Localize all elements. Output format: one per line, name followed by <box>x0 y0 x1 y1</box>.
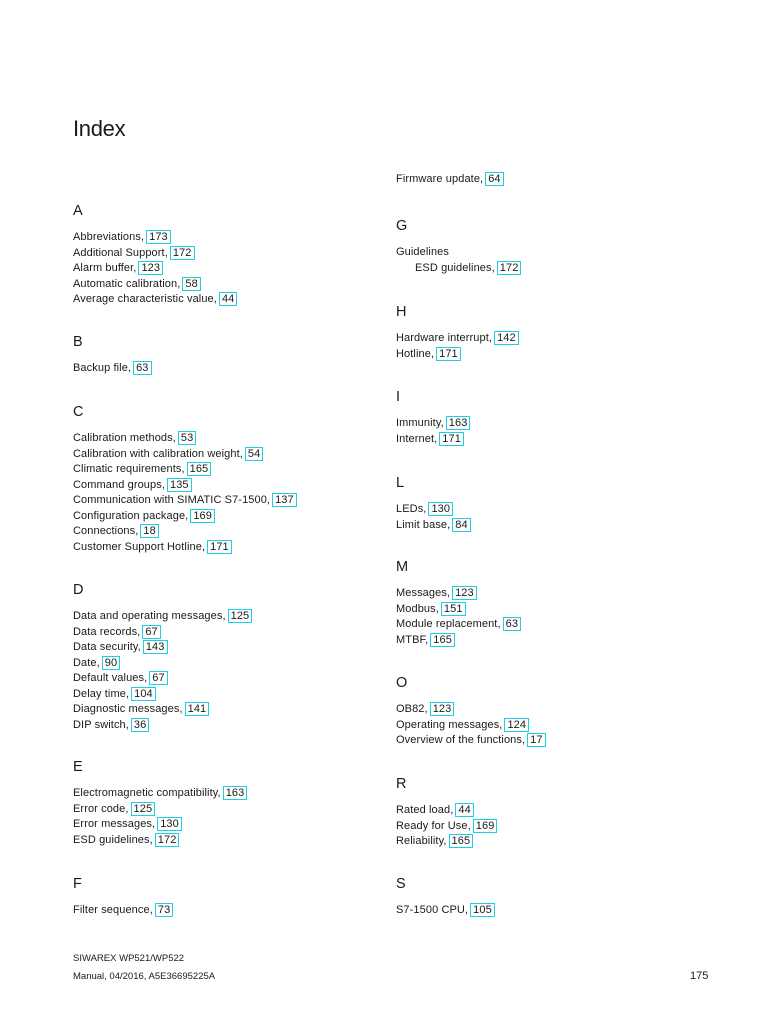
index-entry <box>73 462 373 478</box>
page-link[interactable]: 165 <box>449 834 474 848</box>
index-section <box>396 217 726 276</box>
page-link[interactable]: 171 <box>436 347 461 361</box>
entry-text: Limit base, <box>396 518 451 531</box>
entry-list <box>73 903 373 919</box>
index-entry <box>396 834 726 850</box>
index-entry <box>396 602 726 618</box>
index-entry <box>396 245 726 261</box>
page-link[interactable]: 104 <box>131 687 156 701</box>
index-section <box>73 333 373 377</box>
entry-text: Customer Support Hotline, <box>73 540 206 553</box>
index-entry <box>73 687 373 703</box>
index-entry <box>73 431 373 447</box>
entry-text: ESD guidelines, <box>415 261 495 274</box>
page-link[interactable]: 67 <box>142 625 160 639</box>
index-entry <box>396 617 726 633</box>
index-entry <box>396 502 726 518</box>
page-link[interactable]: 165 <box>430 633 455 647</box>
page-link[interactable]: 90 <box>102 656 120 670</box>
page-link[interactable]: 123 <box>452 586 477 600</box>
index-entry <box>73 524 373 540</box>
page-link[interactable]: 63 <box>133 361 151 375</box>
page-link[interactable]: 142 <box>494 331 519 345</box>
index-entry <box>396 903 726 919</box>
page-link[interactable]: 105 <box>470 903 495 917</box>
page-link[interactable]: 172 <box>155 833 180 847</box>
page-link[interactable]: 125 <box>131 802 156 816</box>
entry-text: Ready for Use, <box>396 819 471 832</box>
page-link[interactable]: 171 <box>207 540 232 554</box>
page-link[interactable]: 165 <box>187 462 212 476</box>
entry-list <box>396 803 726 850</box>
page-link[interactable]: 143 <box>143 640 168 654</box>
section-letter: F <box>73 876 82 892</box>
index-entry <box>73 540 373 556</box>
page-link[interactable]: 124 <box>504 718 529 732</box>
entry-list <box>396 502 726 533</box>
entry-text: Filter sequence, <box>73 904 153 916</box>
page-link[interactable]: 125 <box>228 609 253 623</box>
index-entry <box>73 817 373 833</box>
entry-text: LEDs, <box>396 503 427 515</box>
page-title: Index <box>73 116 126 141</box>
entry-list <box>396 172 726 188</box>
entry-text: Delay time, <box>73 687 130 700</box>
index-section <box>396 388 726 447</box>
index-section <box>73 581 373 733</box>
section-letter: A <box>73 203 83 219</box>
page-link[interactable]: 63 <box>503 617 521 631</box>
page-link[interactable]: 84 <box>452 518 470 532</box>
entry-list <box>396 702 726 749</box>
entry-text: OB82, <box>396 703 428 715</box>
entry-text: Rated load, <box>396 804 454 816</box>
index-entry <box>396 432 726 448</box>
section-letter: M <box>396 559 409 575</box>
entry-text: Command groups, <box>73 478 165 491</box>
index-entry <box>73 361 373 377</box>
entry-text: Data security, <box>73 641 141 653</box>
section-letter: G <box>396 218 408 234</box>
page-link[interactable]: 163 <box>223 786 248 800</box>
section-letter: R <box>396 776 407 792</box>
index-entry <box>73 292 373 308</box>
entry-text: Hardware interrupt, <box>396 332 493 344</box>
entry-text: Data records, <box>73 625 141 638</box>
index-entry <box>73 493 373 509</box>
index-entry <box>396 733 726 749</box>
index-section <box>396 674 726 749</box>
index-entry <box>73 277 373 293</box>
index-section <box>73 875 373 919</box>
index-entry <box>73 833 373 849</box>
index-entry <box>73 903 373 919</box>
section-letter: L <box>396 475 405 491</box>
index-entry <box>73 802 373 818</box>
entry-text: Data and operating messages, <box>73 610 226 622</box>
entry-list <box>73 431 373 555</box>
entry-text: Backup file, <box>73 362 132 374</box>
page-link[interactable]: 54 <box>245 447 263 461</box>
page-link[interactable]: 64 <box>485 172 503 186</box>
index-entry <box>73 640 373 656</box>
page-link[interactable]: 123 <box>430 702 455 716</box>
page-link[interactable]: 171 <box>439 432 464 446</box>
page-link[interactable]: 130 <box>157 817 182 831</box>
index-entry <box>73 509 373 525</box>
page-link[interactable]: 173 <box>146 230 171 244</box>
entry-text: Climatic requirements, <box>73 463 185 475</box>
page-link[interactable]: 18 <box>140 524 158 538</box>
entry-text: Date, <box>73 656 100 669</box>
entry-list <box>396 903 726 919</box>
page-link[interactable]: 36 <box>131 718 149 732</box>
page-link[interactable]: 169 <box>473 819 498 833</box>
entry-list <box>396 331 726 362</box>
index-entry <box>396 718 726 734</box>
entry-text: Hotline, <box>396 347 435 360</box>
index-entry <box>73 786 373 802</box>
page-link[interactable]: 17 <box>527 733 545 747</box>
entry-list <box>396 416 726 447</box>
entry-text: ESD guidelines, <box>73 833 153 846</box>
entry-text: Diagnostic messages, <box>73 703 183 715</box>
index-entry <box>396 702 726 718</box>
entry-text: MTBF, <box>396 633 429 646</box>
index-entry <box>73 718 373 734</box>
entry-text: Calibration with calibration weight, <box>73 447 243 460</box>
index-entry <box>396 347 726 363</box>
entry-text: Additional Support, <box>73 246 168 259</box>
index-entry <box>396 518 726 534</box>
entry-text: S7-1500 CPU, <box>396 904 469 916</box>
section-letter: H <box>396 304 407 320</box>
entry-text: Overview of the functions, <box>396 734 526 746</box>
page-link[interactable]: 163 <box>446 416 471 430</box>
page-link[interactable]: 172 <box>497 261 522 275</box>
index-section <box>396 172 726 188</box>
index-section <box>396 558 726 648</box>
index-entry <box>396 261 726 277</box>
entry-text: Messages, <box>396 587 451 599</box>
entry-text: Operating messages, <box>396 718 503 731</box>
entry-text: Automatic calibration, <box>73 277 181 290</box>
entry-text: Error messages, <box>73 818 156 830</box>
page-link[interactable]: 130 <box>428 502 453 516</box>
index-entry <box>73 478 373 494</box>
index-section <box>73 202 373 308</box>
index-section <box>396 303 726 362</box>
index-entry <box>396 633 726 649</box>
entry-text: Modbus, <box>396 602 439 615</box>
footer-product: SIWAREX WP521/WP522 <box>73 953 185 964</box>
index-entry <box>73 671 373 687</box>
entry-list <box>73 230 373 308</box>
section-letter: B <box>73 334 83 350</box>
entry-list <box>73 786 373 848</box>
page-link[interactable]: 141 <box>185 702 210 716</box>
entry-text: Communication with SIMATIC S7-1500, <box>73 494 271 506</box>
page-link[interactable]: 73 <box>155 903 173 917</box>
index-entry <box>73 447 373 463</box>
entry-text: Average characteristic value, <box>73 293 217 305</box>
section-letter: D <box>73 582 84 598</box>
entry-text: Reliability, <box>396 835 447 847</box>
section-letter: E <box>73 759 83 775</box>
page-link[interactable]: 123 <box>138 261 163 275</box>
index-section <box>396 474 726 533</box>
index-section <box>396 875 726 919</box>
index-entry <box>73 246 373 262</box>
section-letter: C <box>73 404 84 420</box>
index-entry <box>73 261 373 277</box>
section-letter: O <box>396 675 408 691</box>
entry-text: Module replacement, <box>396 618 501 630</box>
page-link[interactable]: 58 <box>182 277 200 291</box>
index-entry <box>396 172 726 188</box>
index-entry <box>396 586 726 602</box>
index-entry <box>73 609 373 625</box>
entry-text: Firmware update, <box>396 173 484 185</box>
entry-text: Calibration methods, <box>73 432 176 444</box>
index-entry <box>396 819 726 835</box>
index-section <box>73 758 373 848</box>
entry-text: Abbreviations, <box>73 231 145 243</box>
entry-list <box>396 586 726 648</box>
page-link[interactable]: 172 <box>170 246 195 260</box>
entry-text: Alarm buffer, <box>73 262 137 274</box>
page-link[interactable]: 169 <box>190 509 215 523</box>
entry-text: Default values, <box>73 672 148 684</box>
index-entry <box>396 416 726 432</box>
index-section <box>73 403 373 555</box>
section-letter: I <box>396 389 401 405</box>
entry-list <box>396 245 726 276</box>
entry-text: DIP switch, <box>73 718 129 731</box>
entry-text: Configuration package, <box>73 509 189 522</box>
index-entry <box>73 230 373 246</box>
page-link[interactable]: 135 <box>167 478 192 492</box>
entry-text: Electromagnetic compatibility, <box>73 787 221 799</box>
section-letter: S <box>396 876 406 892</box>
entry-text: Internet, <box>396 432 438 445</box>
page-link[interactable]: 53 <box>178 431 196 445</box>
entry-text: Guidelines <box>396 246 449 258</box>
page-link[interactable]: 67 <box>149 671 167 685</box>
index-entry <box>73 656 373 672</box>
page-link[interactable]: 44 <box>219 292 237 306</box>
page-link[interactable]: 137 <box>272 493 297 507</box>
page-link[interactable]: 44 <box>455 803 473 817</box>
index-section <box>396 775 726 850</box>
footer-manual-info: Manual, 04/2016, A5E36695225A <box>73 971 216 982</box>
entry-text: Error code, <box>73 802 129 815</box>
page-number: 175 <box>690 970 709 982</box>
index-entry <box>73 702 373 718</box>
index-entry <box>396 331 726 347</box>
index-entry <box>396 803 726 819</box>
entry-text: Immunity, <box>396 417 444 429</box>
index-entry <box>73 625 373 641</box>
entry-list <box>73 361 373 377</box>
entry-list <box>73 609 373 733</box>
page-link[interactable]: 151 <box>441 602 466 616</box>
entry-text: Connections, <box>73 525 139 537</box>
